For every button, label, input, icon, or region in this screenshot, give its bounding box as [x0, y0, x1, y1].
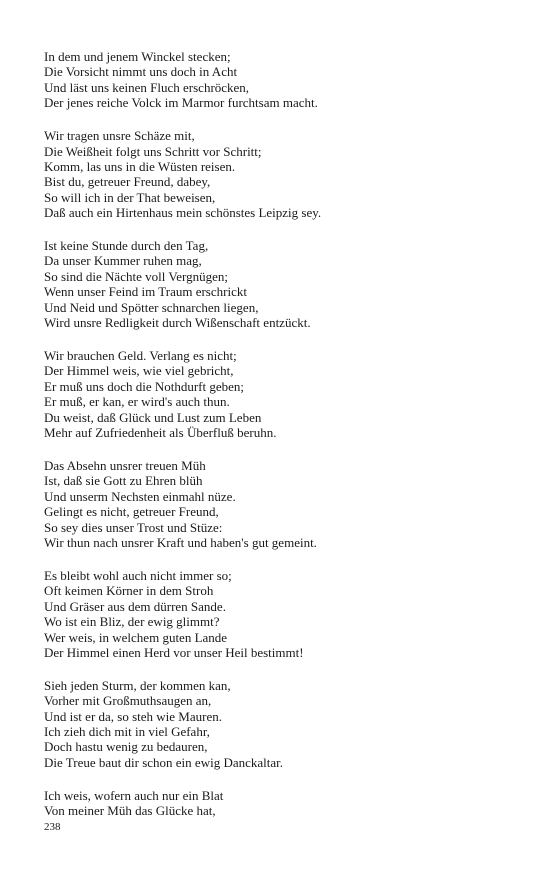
verse-line: Vorher mit Großmuthsaugen an,	[44, 693, 212, 709]
verse-line: Und ist er da, so steh wie Mauren.	[44, 708, 222, 724]
verse-line: Bist du, getreuer Freund, dabey,	[44, 174, 211, 190]
verse-line: Wir brauchen Geld. Verlang es nicht;	[44, 348, 237, 363]
verse-line: Der Himmel einen Herd vor unser Heil bestimmt!	[44, 644, 304, 660]
verse-line: Du weist, daß Glück und Lust zum Leben	[44, 409, 262, 425]
verse-line: Von meiner Müh das Glücke hat,	[44, 803, 216, 819]
verse-line: Der Himmel weis, wie viel gebricht,	[44, 363, 234, 379]
stanza	[44, 49, 514, 111]
stanza	[44, 238, 514, 330]
verse-line: Wenn unser Feind im Traum erschrickt	[44, 284, 247, 300]
verse-line: Und unserm Nechsten einmahl nüze.	[44, 488, 236, 504]
verse-line: Es bleibt wohl auch nicht immer so;	[44, 567, 232, 583]
stanza	[44, 678, 514, 770]
verse-line: Doch hastu wenig zu bedauren,	[44, 739, 208, 755]
poem-text	[44, 49, 514, 836]
verse-line: So sey dies unser Trost und Stüze:	[44, 519, 223, 535]
verse-line: Da unser Kummer ruhen mag,	[44, 253, 202, 269]
verse-line: So sind die Nächte voll Vergnügen;	[44, 268, 229, 284]
verse-line: Und Neid und Spötter schnarchen liegen,	[44, 299, 259, 315]
verse-line: Die Treue baut dir schon ein ewig Danckaltar.	[44, 754, 283, 770]
verse-line: Wo ist ein Bliz, der ewig glimmt?	[44, 614, 220, 630]
verse-line: Wir tragen unsre Schäze mit,	[44, 128, 195, 144]
verse-line: Er muß, er kan, er wird's auch thun.	[44, 394, 230, 410]
verse-line: Komm, las uns in die Wüsten reisen.	[44, 158, 236, 174]
verse-line: Die Weißheit folgt uns Schritt vor Schritt;	[44, 143, 262, 159]
stanza	[44, 458, 514, 550]
verse-line: Die Vorsicht nimmt uns doch in Acht	[44, 64, 238, 80]
verse-line: Der jenes reiche Volck im Marmor furchtsam macht.	[44, 95, 318, 111]
verse-line: Gelingt es nicht, getreuer Freund,	[44, 504, 219, 520]
verse-line: Wer weis, in welchem guten Lande	[44, 629, 228, 645]
verse-line: Ist keine Stunde durch den Tag,	[44, 238, 209, 254]
verse-line: Wir thun nach unsrer Kraft und haben's gut gemeint.	[44, 534, 317, 550]
stanza	[44, 568, 514, 660]
verse-line: Ist, daß sie Gott zu Ehren blüh	[44, 473, 203, 489]
verse-line: Daß auch ein Hirtenhaus mein schönstes Leipzig sey.	[44, 205, 322, 221]
stanza	[44, 348, 514, 440]
verse-line: Ich zieh dich mit in viel Gefahr,	[44, 724, 210, 740]
verse-line: Oft keimen Körner in dem Stroh	[44, 583, 214, 599]
verse-line: Und Gräser aus dem dürren Sande.	[44, 598, 226, 614]
verse-line: So will ich in der That beweisen,	[44, 189, 216, 205]
stanza	[44, 128, 514, 220]
verse-line: Sieh jeden Sturm, der kommen kan,	[44, 677, 231, 693]
page-number: 238	[44, 821, 61, 833]
verse-line: Und läst uns keinen Fluch erschröcken,	[44, 79, 250, 95]
verse-line: Wird unsre Redligkeit durch Wißenschaft entzückt.	[44, 315, 311, 331]
verse-line: Er muß uns doch die Nothdurft geben;	[44, 378, 245, 394]
verse-line: Mehr auf Zufriedenheit als Überfluß beruhn.	[44, 425, 277, 441]
verse-line: Ich weis, wofern auch nur ein Blat	[44, 787, 224, 803]
stanza	[44, 788, 514, 819]
verse-line: In dem und jenem Winckel stecken;	[44, 49, 231, 64]
verse-line: Das Absehn unsrer treuen Müh	[44, 457, 206, 473]
